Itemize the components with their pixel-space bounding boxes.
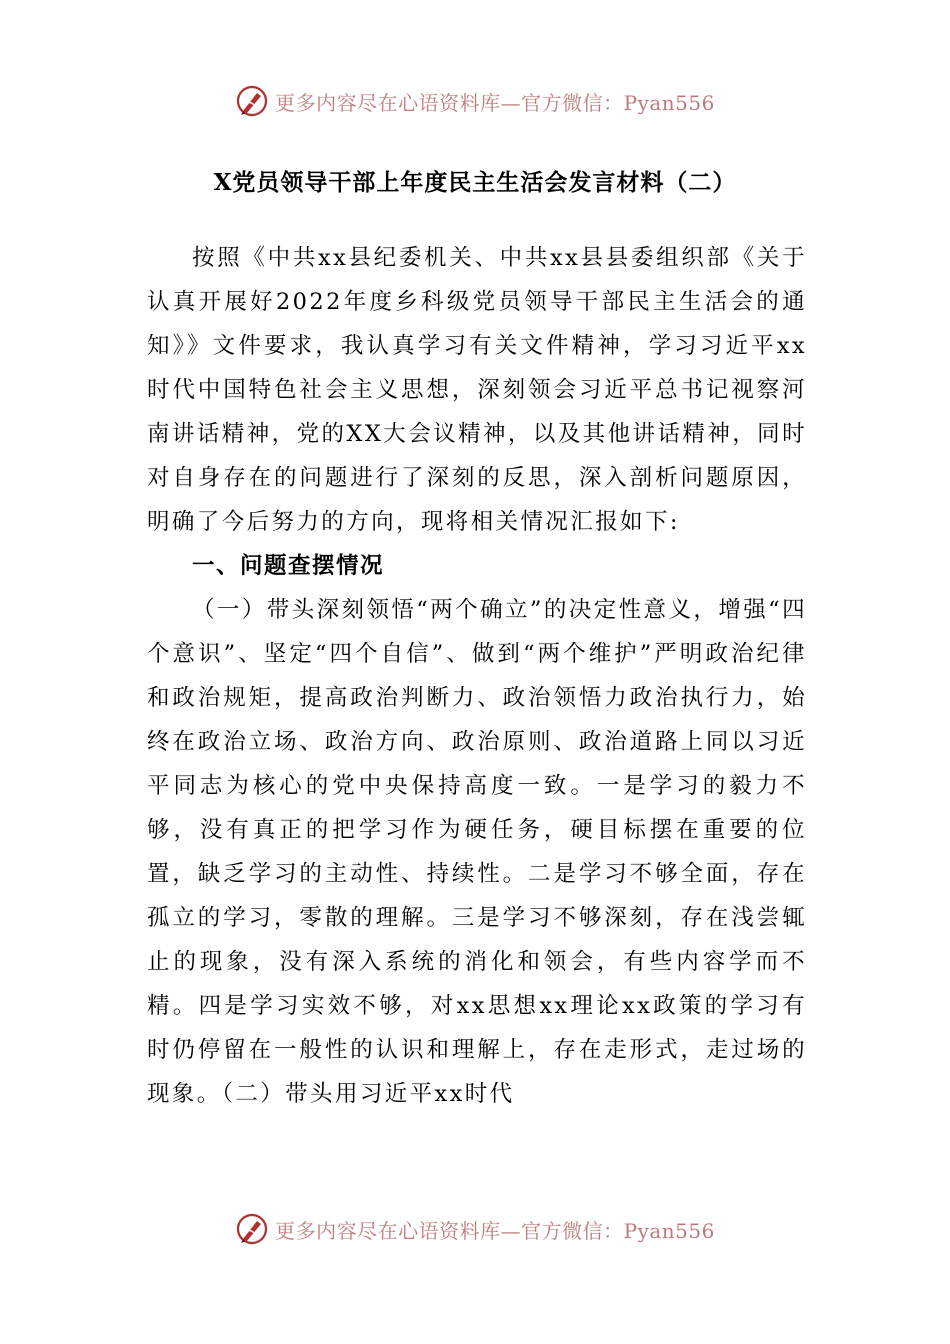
document-body [147, 236, 807, 1116]
pen-logo-icon [235, 84, 269, 118]
document-title: X党员领导干部上年度民主生活会发言材料（二） [213, 169, 737, 196]
watermark-text: 更多内容尽在心语资料库—官方微信：Pyan556 [275, 90, 715, 115]
pen-logo-icon [235, 1212, 269, 1246]
section-paragraph: （一）带头深刻领悟“两个确立”的决定性意义，增强“四个意识”、坚定“四个自信”、做到“两个维护”严明政治纪律和政治规矩，提高政治判断力、政治领悟力政治执行力，始终在政治立场、政治方向、政治原则、政治道路上同以习近平同志为核心的党中央保持高度一致。一是学习的毅力不够，没有真正的把学习作为硬任务，硬目标摆在重要的位置，缺乏学习的主动性、持续性。二是学习不够全面，存在孤立的学习，零散的理解。三是学习不够深刻，存在浅尝辄止的现象，没有深入系统的消化和领会，有些内容学而不精。四是学习实效不够，对xx思想xx理论xx政策的学习有时仍停留在一般性的认识和理解上，存在走形式，走过场的现象。（二）带头用习近平xx时代 [147, 597, 807, 1107]
section-heading: 一、问题查摆情况 [192, 553, 385, 579]
watermark-inner [235, 84, 715, 118]
footer-watermark [0, 1212, 950, 1246]
intro-paragraph: 按照《中共xx县纪委机关、中共xx县县委组织部《关于认真开展好2022年度乡科级党员领导干部民主生活会的通知》》文件要求，我认真学习有关文件精神，学习习近平xx时代中国特色社会主义思想，深刻领会习近平总书记视察河南讲话精神，党的XX大会议精神，以及其他讲话精神，同时对自身存在的问题进行了深刻的反思，深入剖析问题原因，明确了今后努力的方向，现将相关情况汇报如下: [147, 245, 807, 535]
header-watermark [0, 84, 950, 118]
watermark-inner [235, 1212, 715, 1246]
watermark-text: 更多内容尽在心语资料库—官方微信：Pyan556 [275, 1218, 715, 1243]
